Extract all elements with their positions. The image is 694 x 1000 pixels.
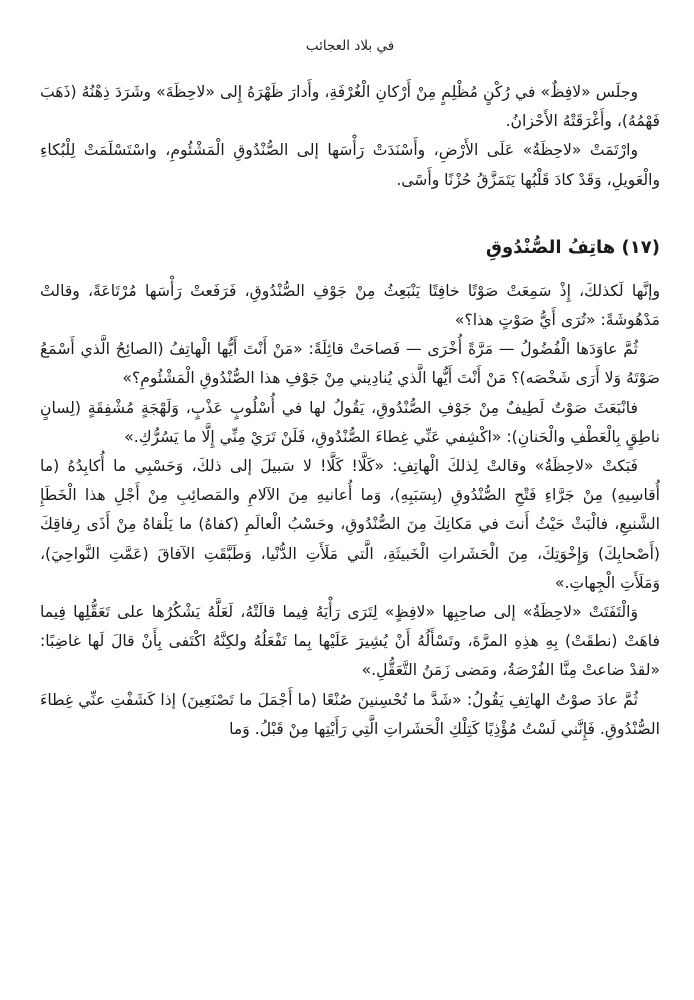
- paragraph-who-are-you: ثُمَّ عاوَدَها الْفُضُولُ — مَرَّةً أُخْرَى — فَصاحَتْ قائِلَةً: «مَنْ أَنْتَ أَيُّها الْهاتِفُ (الصائِحُ الَّذي أَسْمَعُ صَوْتَهُ وَلا أَرَى شَخْصَه)؟ مَنْ أَنْتَ أَيُّها الَّذي يُنادِيني مِنْ جَوْفِ هذا الصُّنْدُوقِ الْمَشْئُومِ؟»: [40, 340, 660, 388]
- page-body: [40, 78, 660, 744]
- paragraph-voice-returns: ثُمَّ عادَ صوْتُ الهاتِفِ يَقُولُ: «شَدَّ ما تُحْسِنينَ صُنْعًا (ما أَجْمَلَ ما تَصْنَعِينَ) إذا كَشَفْتِ عنِّي غِطاءَ الصُّنْدُوقِ. فَإِنَّني لَسْتُ مُؤْذِيًا كَتِلْكِ الْحَشَراتِ الَّتِي رَأَيْتِها مِنْ قَبْلُ. وَما: [40, 690, 660, 738]
- chapter-number: (١٧): [621, 236, 660, 258]
- paragraph-refusal: فَبَكتْ «لاحِظَةُ» وقالتْ لِذلكَ الْهاتِفِ: «كَلَّا! كَلَّا! لا سَبيلَ إلى ذلكَ، وَحَسْبِي ما أُكابِدُهُ (ما أُقاسِيهِ) مِنْ جَرَّاءِ فَتْحِ الصُّنْدُوقِ (بِسَبَبِهِ)، وَما أُعانيهِ مِنَ الآلامِ والمَصائِبِ مِنْ أَجْلِ هذا الْخَطَإِ الشَّنيعِ، فالْبَثْ حَيْثُ أَنتَ في مَكانِكَ مِنَ الصُّنْدُوقِ، وحَسْبُ الْعالَمِ (كفاهُ) ما يَلْقاهُ مِنْ أَذَى رِفاقِكَ (أَصْحابِكَ) وَإِخْوَتِكَ، مِنَ الْحَشَراتِ الْخَبيثَةِ، الَّتي مَلَأَتِ الدُّنْيا، وَطَبَّقَتِ الآفاقَ (عَمَّتِ النَّواحِيَ)، وَمَلَأَتِ الْجِهاتِ.»: [40, 457, 660, 592]
- running-header: في بلاد العجائب: [305, 38, 395, 54]
- chapter-heading: [40, 233, 660, 263]
- paragraph-turns-to-lafiz: وَالْتَفَتَتْ «لاحِظَةُ» إلى صاحِبِها «لافِظٍ» لِتَرَى رَأْيَهُ فِيما قالَتْهُ، لَعَلَّهُ يَشْكُرُها على تَعَقُّلِها فِيما فاهَتْ (نطقَتْ) بِهِ هذِهِ المرَّةَ، وتَسْأَلُهُ أَنْ يُشِيرَ عَلَيْها بِما تَفْعَلُهُ ولكِنَّهُ اكْتَفى بِأَنْ قالَ لَها غاضِبًا: «لقدْ ضاعتْ مِنَّا الفُرْصَةُ، ومَضى زَمَنُ التَّعَقُّلِ.»: [40, 603, 660, 680]
- paragraph-gentle-voice: فانْبَعَثَ صَوْتٌ لَطِيفٌ مِنْ جَوْفِ الصُّنْدُوقِ، يَقُولُ لها في أُسْلُوبٍ عَذْبٍ، وَلَهْجَةٍ مُشْفِقَةٍ (لِسانٍ ناطِقٍ بِالْعَطْفِ والْحَنانِ): «اكْشِفي عَنِّي غِطاءَ الصُّنْدُوقِ، فَلَنْ تَرَيْ مِنِّي إِلَّا ما يَسُرُّكِ.»: [40, 398, 660, 446]
- book-page: [40, 0, 660, 1000]
- paragraph-faint-voice: وإنَّها لَكذلكَ، إِذْ سَمِعَتْ صَوْتًا خافِتًا يَنْبَعِثُ مِنْ جَوْفِ الصُّنْدُوقِ، فَرَفَعتْ رَأْسَها مُرْتَاعَةً، وقالتْ مَدْهُوشَةً: «تُرَى أَيُّ صَوْتٍ هذا؟»: [40, 281, 660, 330]
- chapter-title: هاتِفُ الصُّنْدُوقِ: [485, 236, 616, 258]
- paragraph-lafiz-sits: وجلَس «لافِظٌ» في رُكْنٍ مُظْلِمٍ مِنْ أَرْكانِ الْغُرْفَةِ، وأَدارَ ظَهْرَهُ إِلى «لاحِظَةَ» وشَرَدَ ذِهْنُهُ (ذَهَبَ فَهْمُهُ)، وأَغْرَقَتْهُ الأَحْزانُ.: [40, 83, 660, 131]
- paragraph-lahiza-weeps: وارْتَمَتْ «لاحِظَةُ» عَلَى الأَرْضِ، وأَسْنَدَتْ رَأْسَها إلى الصُّنْدُوقِ الْمَشْئُومِ، واسْتَسْلَمَتْ لِلْبُكاءِ والْعَويلِ، وَقَدْ كادَ قَلْبُها يَتَمَزَّقُ حُزْنًا وأَسًى.: [40, 141, 660, 189]
